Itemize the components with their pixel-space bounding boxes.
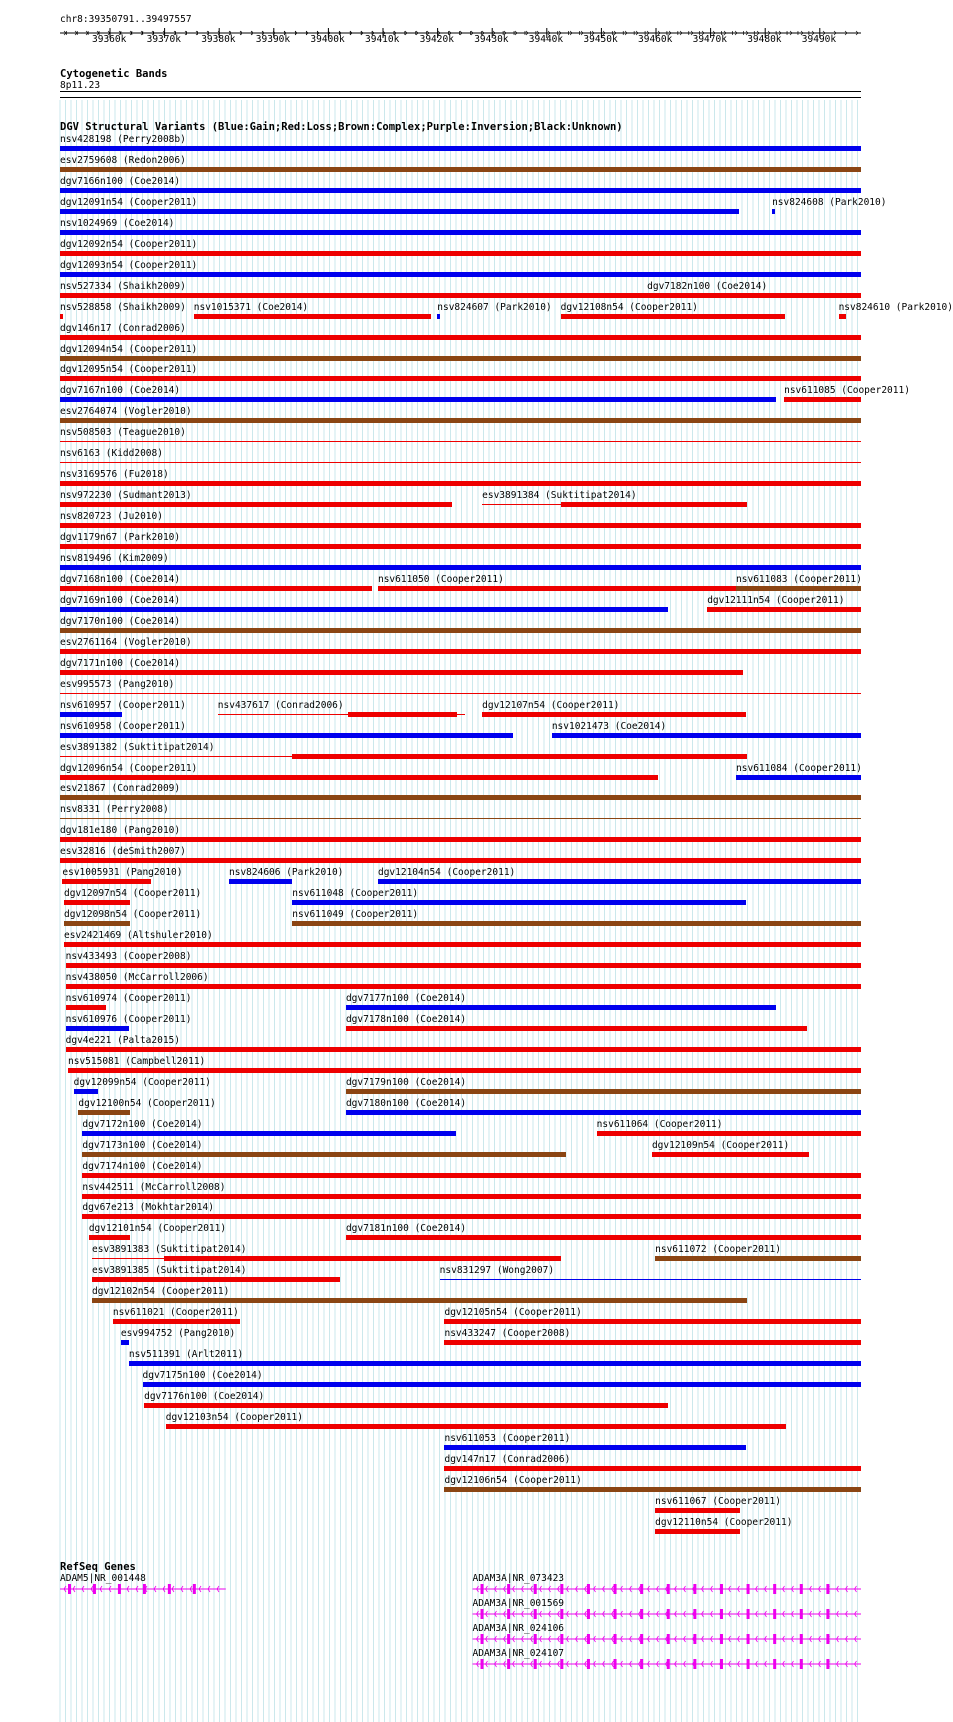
cytoband-label[interactable]: 8p11.23 bbox=[60, 80, 101, 91]
variant-label[interactable]: nsv515081 (Campbell2011) bbox=[68, 1055, 206, 1067]
gene-exon bbox=[640, 1584, 643, 1594]
variant-label[interactable]: dgv12091n54 (Cooper2011) bbox=[60, 196, 198, 208]
gene-exon bbox=[507, 1659, 510, 1669]
variant-label[interactable]: dgv1179n67 (Park2010) bbox=[60, 532, 181, 544]
gene-exon bbox=[587, 1584, 590, 1594]
variant-label[interactable]: nsv610976 (Cooper2011) bbox=[65, 1013, 192, 1025]
gene-exon bbox=[560, 1609, 563, 1619]
ruler-tick-label: 39490k bbox=[801, 34, 837, 45]
variant-label[interactable]: nsv824606 (Park2010) bbox=[229, 867, 344, 879]
gene-exon bbox=[193, 1584, 196, 1594]
ruler-position: chr8:39350791..39497557 bbox=[60, 14, 192, 25]
gene-exon bbox=[720, 1609, 723, 1619]
variant-label[interactable]: esv3891384 (Suktitipat2014) bbox=[482, 490, 637, 502]
variant-label[interactable]: dgv7180n100 (Coe2014) bbox=[345, 1097, 467, 1109]
variant-label[interactable]: dgv147n17 (Conrad2006) bbox=[444, 1453, 571, 1465]
gene-exon bbox=[800, 1659, 803, 1669]
variant-label[interactable]: nsv610958 (Cooper2011) bbox=[60, 720, 186, 732]
variant-label[interactable]: nsv528858 (Shaikh2009) bbox=[60, 301, 186, 313]
variant-label[interactable]: dgv12094n54 (Cooper2011) bbox=[60, 343, 198, 355]
variant-label[interactable]: dgv7176n100 (Coe2014) bbox=[144, 1391, 265, 1402]
variant-label[interactable]: nsv527334 (Shaikh2009) bbox=[60, 280, 186, 292]
gene-exon bbox=[614, 1584, 617, 1594]
variant-label[interactable]: esv3891383 (Suktitipat2014) bbox=[92, 1244, 247, 1256]
variant-label[interactable]: esv1005931 (Pang2010) bbox=[62, 867, 183, 879]
gene-exon bbox=[693, 1634, 696, 1644]
gene-exon bbox=[168, 1584, 171, 1594]
variant-label[interactable]: dgv7179n100 (Coe2014) bbox=[345, 1076, 467, 1088]
variant-label[interactable]: esv3891385 (Suktitipat2014) bbox=[92, 1265, 247, 1277]
variant-label[interactable]: nsv824607 (Park2010) bbox=[437, 301, 552, 313]
ruler-tick-label: 39460k bbox=[638, 34, 673, 45]
ruler-tick-label: 39420k bbox=[419, 34, 454, 45]
gene-exon bbox=[640, 1659, 643, 1669]
variant-label[interactable]: nsv8331 (Perry2008) bbox=[60, 804, 169, 816]
variant-label[interactable]: nsv611084 (Cooper2011) bbox=[736, 762, 862, 774]
variant-label[interactable]: nsv6163 (Kidd2008) bbox=[60, 448, 163, 460]
variant-label[interactable]: dgv12103n54 (Cooper2011) bbox=[165, 1411, 303, 1423]
gene-exon bbox=[826, 1584, 829, 1594]
variant-label[interactable]: dgv67e213 (Mokhtar2014) bbox=[82, 1202, 214, 1214]
gene-exon bbox=[773, 1634, 776, 1644]
ruler-tick-label: 39370k bbox=[146, 34, 181, 45]
variant-label[interactable]: dgv12092n54 (Cooper2011) bbox=[60, 238, 198, 250]
variant-label[interactable]: dgv12095n54 (Cooper2011) bbox=[60, 364, 198, 376]
gene-exon bbox=[773, 1659, 776, 1669]
variant-label[interactable]: nsv3169576 (Fu2018) bbox=[60, 469, 169, 481]
variant-label[interactable]: nsv611049 (Cooper2011) bbox=[292, 909, 419, 921]
variant-label[interactable]: nsv433493 (Cooper2008) bbox=[65, 951, 192, 963]
variant-label[interactable]: esv32816 (deSmith2007) bbox=[60, 846, 186, 858]
gene-exon bbox=[720, 1659, 723, 1669]
variant-label[interactable]: nsv611050 (Cooper2011) bbox=[377, 573, 504, 585]
ruler-tick-label: 39450k bbox=[583, 34, 618, 45]
gene-exon bbox=[693, 1659, 696, 1669]
variant-label[interactable]: nsv433247 (Cooper2008) bbox=[444, 1328, 571, 1340]
gene-exon bbox=[614, 1659, 617, 1669]
variant-label[interactable]: dgv12106n54 (Cooper2011) bbox=[444, 1474, 582, 1486]
variant-label[interactable]: nsv1021473 (Coe2014) bbox=[551, 720, 667, 732]
gene-exon bbox=[507, 1609, 510, 1619]
variant-label[interactable]: nsv824608 (Park2010) bbox=[772, 196, 887, 208]
variant-label[interactable]: dgv12099n54 (Cooper2011) bbox=[73, 1076, 211, 1088]
variant-label[interactable]: esv3891382 (Suktitipat2014) bbox=[60, 741, 215, 753]
variant-label[interactable]: esv2764074 (Vogler2010) bbox=[60, 406, 192, 418]
variant-label[interactable]: esv21867 (Conrad2009) bbox=[60, 783, 181, 795]
gene-exon bbox=[507, 1584, 510, 1594]
ruler-tick-label: 39380k bbox=[201, 34, 236, 45]
variant-label[interactable]: dgv12100n54 (Cooper2011) bbox=[78, 1097, 216, 1109]
gene-exon bbox=[143, 1584, 146, 1594]
ruler-tick-label: 39390k bbox=[255, 34, 291, 45]
gene-exon bbox=[747, 1659, 750, 1669]
variant-label[interactable]: dgv7168n100 (Coe2014) bbox=[60, 573, 181, 585]
variant-label[interactable]: esv2421469 (Altshuler2010) bbox=[64, 930, 213, 942]
gene-exon bbox=[587, 1659, 590, 1669]
gene-exon bbox=[640, 1609, 643, 1619]
variant-label[interactable]: dgv12107n54 (Cooper2011) bbox=[482, 699, 620, 711]
variant-label[interactable]: dgv7173n100 (Coe2014) bbox=[82, 1139, 203, 1151]
variant-label[interactable]: dgv4e221 (Palta2015) bbox=[65, 1034, 180, 1046]
variant-label[interactable]: dgv12102n54 (Cooper2011) bbox=[92, 1286, 230, 1298]
variant-label[interactable]: nsv611083 (Cooper2011) bbox=[736, 573, 862, 585]
gene-exon bbox=[826, 1609, 829, 1619]
variant-label[interactable]: nsv819496 (Kim2009) bbox=[60, 553, 169, 564]
ruler-tick-label: 39440k bbox=[528, 34, 564, 45]
gene-exon bbox=[560, 1659, 563, 1669]
gene-label[interactable]: ADAM3A|NR_024106 bbox=[472, 1623, 565, 1634]
variant-label[interactable]: nsv611067 (Cooper2011) bbox=[655, 1495, 781, 1507]
gene-exon bbox=[667, 1634, 670, 1644]
gene-exon bbox=[800, 1609, 803, 1619]
variant-label[interactable]: dgv12109n54 (Cooper2011) bbox=[651, 1139, 790, 1151]
gene-label[interactable]: ADAM3A|NR_001569 bbox=[472, 1598, 565, 1609]
variant-label[interactable]: nsv508503 (Teague2010) bbox=[60, 427, 186, 439]
ruler-tick-label: 39410k bbox=[365, 34, 400, 45]
dgv-track-title: DGV Structural Variants (Blue:Gain;Red:Loss;Brown:Complex;Purple:Inversion;Black:Unknown) bbox=[60, 121, 623, 133]
variant-label[interactable]: dgv12097n54 (Cooper2011) bbox=[64, 888, 202, 900]
variant-label[interactable]: dgv7169n100 (Coe2014) bbox=[60, 594, 181, 606]
variant-label[interactable]: dgv7178n100 (Coe2014) bbox=[345, 1013, 467, 1025]
variant-label[interactable]: nsv820723 (Ju2010) bbox=[60, 511, 163, 523]
variant-label[interactable]: nsv611048 (Cooper2011) bbox=[292, 888, 419, 900]
variant-label[interactable]: esv2759608 (Redon2006) bbox=[60, 154, 186, 166]
gene-exon bbox=[667, 1609, 670, 1619]
variant-label[interactable]: dgv7170n100 (Coe2014) bbox=[60, 615, 181, 627]
variant-label[interactable]: dgv12096n54 (Cooper2011) bbox=[60, 762, 198, 774]
gene-exon bbox=[481, 1584, 484, 1594]
gene-exon bbox=[747, 1634, 750, 1644]
variant-label[interactable]: esv2761164 (Vogler2010) bbox=[60, 636, 192, 648]
ruler-tick-label: 39430k bbox=[474, 34, 509, 45]
gene-exon bbox=[481, 1634, 484, 1644]
gene-exon bbox=[826, 1634, 829, 1644]
gene-label[interactable]: ADAM3A|NR_024107 bbox=[472, 1648, 565, 1659]
gene-exon bbox=[560, 1634, 563, 1644]
variant-label[interactable]: nsv1015371 (Coe2014) bbox=[193, 301, 309, 313]
variant-label[interactable]: nsv610974 (Cooper2011) bbox=[65, 992, 192, 1004]
gene-exon bbox=[481, 1659, 484, 1669]
variant-label[interactable]: dgv12098n54 (Cooper2011) bbox=[64, 909, 202, 921]
variant-label[interactable]: dgv7166n100 (Coe2014) bbox=[60, 175, 181, 187]
gene-exon bbox=[507, 1634, 510, 1644]
gene-exon bbox=[667, 1584, 670, 1594]
gene-exon bbox=[747, 1609, 750, 1619]
gene-exon bbox=[773, 1584, 776, 1594]
variant-label[interactable]: dgv12105n54 (Cooper2011) bbox=[444, 1307, 582, 1319]
variant-label[interactable]: nsv611064 (Cooper2011) bbox=[596, 1118, 723, 1130]
variant-label[interactable]: dgv7167n100 (Coe2014) bbox=[60, 385, 181, 397]
variant-label[interactable]: nsv511391 (Arlt2011) bbox=[128, 1349, 244, 1361]
variant-label[interactable]: dgv12108n54 (Cooper2011) bbox=[560, 301, 698, 313]
variant-label[interactable]: dgv12104n54 (Cooper2011) bbox=[377, 867, 516, 879]
gene-exon bbox=[693, 1609, 696, 1619]
gene-exon bbox=[800, 1634, 803, 1644]
gene-exon bbox=[640, 1634, 643, 1644]
variant-label[interactable]: nsv824610 (Park2010) bbox=[838, 301, 953, 313]
gene-exon bbox=[587, 1634, 590, 1644]
variant-label[interactable]: dgv7175n100 (Coe2014) bbox=[142, 1370, 263, 1382]
variant-label[interactable]: dgv181e180 (Pang2010) bbox=[60, 825, 181, 837]
gene-exon bbox=[720, 1584, 723, 1594]
gene-exon bbox=[534, 1659, 537, 1669]
variant-label[interactable]: nsv611072 (Cooper2011) bbox=[655, 1244, 781, 1256]
gene-exon bbox=[720, 1634, 723, 1644]
variant-label[interactable]: dgv12101n54 (Cooper2011) bbox=[88, 1223, 227, 1235]
gene-exon bbox=[68, 1584, 71, 1594]
gene-exon bbox=[747, 1584, 750, 1594]
ruler-tick-label: 39480k bbox=[747, 34, 782, 45]
gene-exon bbox=[93, 1584, 96, 1594]
gene-exon bbox=[534, 1609, 537, 1619]
gene-exon bbox=[587, 1609, 590, 1619]
variant-label[interactable]: dgv7181n100 (Coe2014) bbox=[345, 1223, 467, 1235]
variant-label[interactable]: nsv610957 (Cooper2011) bbox=[60, 699, 186, 711]
variant-label[interactable]: nsv611021 (Cooper2011) bbox=[112, 1307, 239, 1319]
gene-exon bbox=[560, 1584, 563, 1594]
gene-exon bbox=[481, 1609, 484, 1619]
gene-exon bbox=[826, 1659, 829, 1669]
variant-label[interactable]: esv995573 (Pang2010) bbox=[60, 678, 175, 690]
variant-label[interactable]: dgv7174n100 (Coe2014) bbox=[82, 1160, 203, 1172]
cytoband-track-title: Cytogenetic Bands bbox=[60, 68, 168, 80]
gene-exon bbox=[667, 1659, 670, 1669]
gene-exon bbox=[614, 1609, 617, 1619]
ruler-tick-label: 39470k bbox=[692, 34, 727, 45]
ruler-tick-label: 39400k bbox=[310, 34, 345, 45]
variant-label[interactable]: dgv7171n100 (Coe2014) bbox=[60, 657, 181, 669]
variant-label[interactable]: dgv7177n100 (Coe2014) bbox=[345, 992, 467, 1004]
gene-exon bbox=[118, 1584, 121, 1594]
gene-exon bbox=[534, 1634, 537, 1644]
gene-exon bbox=[800, 1584, 803, 1594]
gene-exon bbox=[773, 1609, 776, 1619]
variant-label[interactable]: nsv428198 (Perry2008b) bbox=[60, 134, 186, 145]
refseq-track-title: RefSeq Genes bbox=[60, 1561, 136, 1573]
gene-exon bbox=[693, 1584, 696, 1594]
variant-label[interactable]: nsv442511 (McCarroll2008) bbox=[82, 1181, 226, 1193]
variant-label[interactable]: nsv437617 (Conrad2006) bbox=[217, 699, 344, 711]
variant-label[interactable]: dgv12093n54 (Cooper2011) bbox=[60, 259, 198, 271]
variant-label[interactable]: dgv7172n100 (Coe2014) bbox=[82, 1118, 203, 1130]
gene-exon bbox=[534, 1584, 537, 1594]
gene-label[interactable]: ADAM3A|NR_073423 bbox=[472, 1573, 565, 1584]
variant-label[interactable]: nsv611053 (Cooper2011) bbox=[444, 1432, 571, 1444]
ruler-tick-label: 39360k bbox=[92, 34, 127, 45]
variant-label[interactable]: dgv12111n54 (Cooper2011) bbox=[707, 594, 845, 606]
variant-label[interactable]: dgv12110n54 (Cooper2011) bbox=[655, 1516, 793, 1528]
variant-label[interactable]: nsv438050 (McCarroll2006) bbox=[65, 972, 209, 983]
gene-exon bbox=[614, 1634, 617, 1644]
variant-label[interactable]: nsv611085 (Cooper2011) bbox=[784, 385, 910, 397]
variant-label[interactable]: dgv146n17 (Conrad2006) bbox=[60, 322, 186, 334]
variant-label[interactable]: dgv7182n100 (Coe2014) bbox=[647, 280, 768, 292]
variant-label[interactable]: nsv1024969 (Coe2014) bbox=[60, 217, 175, 229]
gene-label[interactable]: ADAM5|NR_001448 bbox=[60, 1573, 146, 1584]
variant-label[interactable]: nsv831297 (Wong2007) bbox=[439, 1265, 555, 1277]
variant-label[interactable]: nsv972230 (Sudmant2013) bbox=[60, 490, 192, 502]
variant-label[interactable]: esv994752 (Pang2010) bbox=[120, 1328, 236, 1340]
